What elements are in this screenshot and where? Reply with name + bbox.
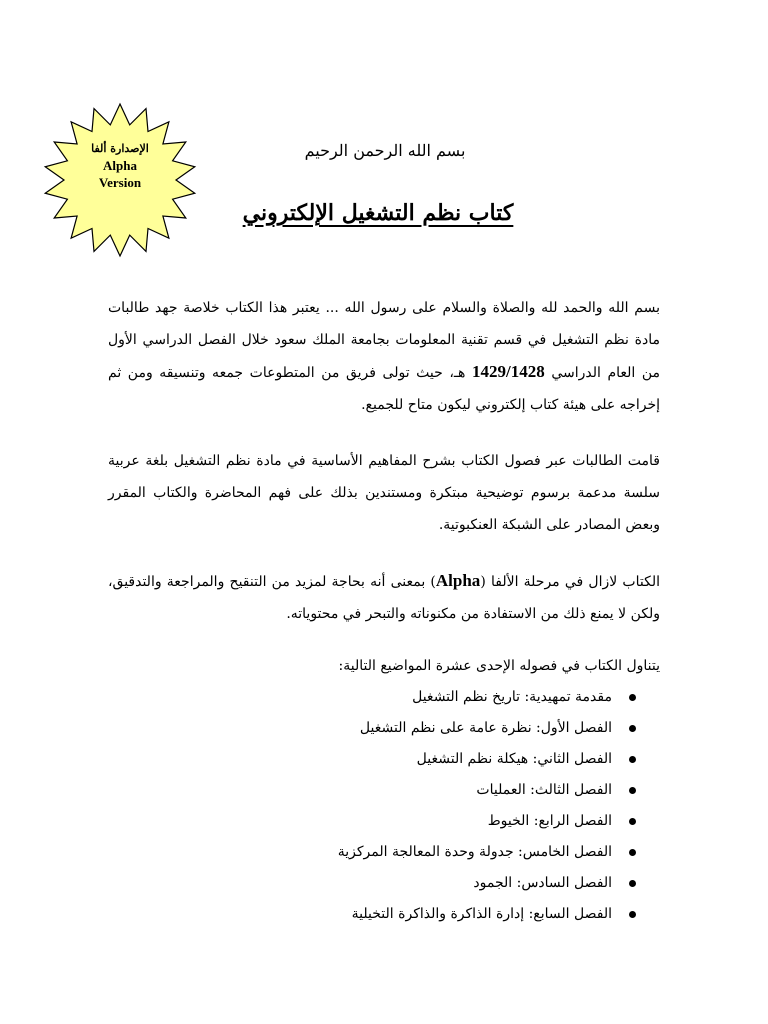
basmala-heading: بسم الله الرحمن الرحيم bbox=[304, 141, 466, 160]
badge-line2: Version bbox=[98, 175, 142, 190]
topics-list bbox=[108, 682, 660, 930]
paragraph-alpha bbox=[108, 565, 660, 630]
document-title-text: كتاب نظم التشغيل الإلكتروني bbox=[242, 200, 514, 226]
topics-intro: يتناول الكتاب في فصوله الإحدى عشرة المواضيع التالية: bbox=[338, 658, 660, 674]
list-item: مقدمة تمهيدية: تاريخ نظم التشغيل bbox=[108, 682, 660, 713]
paragraph-content: قامت الطالبات عبر فصول الكتاب بشرح المفاهيم الأساسية في مادة نظم التشغيل بلغة عربية سلسة مدعمة برسوم توضيحية مبتكرة ومستندين بذلك على فهم المحاضرة والكتاب المقرر وبعض المصادر على الشبكة العنكبوتية. bbox=[108, 453, 660, 533]
list-item: الفصل الأول: نظرة عامة على نظم التشغيل bbox=[108, 713, 660, 744]
list-item: الفصل السابع: إدارة الذاكرة والذاكرة التخيلية bbox=[108, 899, 660, 930]
academic-year: 1429/1428 bbox=[471, 362, 545, 381]
paragraph-alpha-text-a: الكتاب لازال في مرحلة الألفا ( bbox=[480, 574, 660, 590]
list-item: الفصل السادس: الجمود bbox=[108, 868, 660, 899]
paragraph-intro-text-b: هـ، حيث تولى فريق من المتطوعات جمعه وتنسيقه ومن ثم إخراجه على هيئة كتاب إلكتروني ليكون متاح للجميع. bbox=[108, 365, 660, 413]
paragraph-alpha-text-b: ) بمعنى أنه بحاجة لمزيد من التنقيح والمراجعة والتدقيق، ولكن لا يمنع ذلك من الاستفادة من مكنوناته والتبحر في محتوياته. bbox=[108, 574, 660, 622]
list-item: الفصل الرابع: الخيوط bbox=[108, 806, 660, 837]
alpha-version-badge bbox=[42, 102, 198, 258]
paragraph-intro-text-a: بسم الله والحمد لله والصلاة والسلام على رسول الله ... يعتبر هذا الكتاب خلاصة جهد طالبات مادة نظم التشغيل في قسم تقنية المعلومات بجامعة الملك سعود خلال الفصل الدراسي الأول من العام الدراسي bbox=[108, 300, 661, 381]
paragraph-intro bbox=[108, 292, 660, 421]
topics-section bbox=[108, 650, 660, 930]
document-title bbox=[228, 200, 528, 226]
alpha-word: Alpha bbox=[435, 571, 481, 590]
document-body bbox=[108, 292, 660, 930]
list-item: الفصل الثالث: العمليات bbox=[108, 775, 660, 806]
badge-line1: Alpha bbox=[103, 158, 137, 173]
badge-arabic-label: الإصدارة ألفا bbox=[91, 142, 149, 155]
list-item: الفصل الخامس: جدولة وحدة المعالجة المركزية bbox=[108, 837, 660, 868]
badge-label bbox=[42, 140, 198, 191]
list-item: الفصل الثاني: هيكلة نظم التشغيل bbox=[108, 744, 660, 775]
